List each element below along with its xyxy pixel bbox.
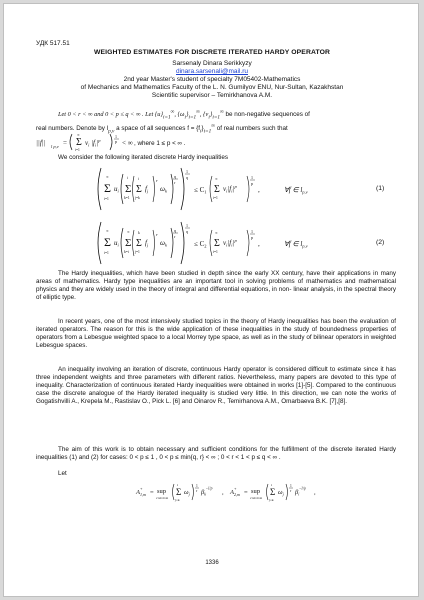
affiliation-line-2: of Mechanics and Mathematics Faculty of the L. N. Gumilyov ENU, Nur-Sultan, Kazakhstan	[80, 84, 344, 91]
svg-text:r: r	[156, 232, 158, 237]
svg-text:∞: ∞	[215, 177, 218, 181]
intro-line-1	[36, 108, 396, 121]
intro-line2-c: of real numbers such that	[216, 125, 288, 133]
svg-text:1: 1	[196, 484, 198, 488]
svg-text:Σ: Σ	[104, 181, 111, 195]
svg-text:r: r	[156, 178, 158, 183]
author-name: Sarsenaly Dinara Serikkyzy	[172, 60, 252, 67]
svg-text:sup: sup	[157, 488, 167, 495]
intro-line-3-tail: , where 1 ≤ p < ∞ .	[134, 140, 186, 147]
paper-title: WEIGHTED ESTIMATES FOR DISCRETE ITERATED HARDY OPERATOR	[94, 49, 330, 56]
consider-line	[36, 154, 396, 162]
svg-text:=: =	[150, 489, 154, 496]
svg-text:ωk: $\omega_k$	[160, 185, 167, 194]
equation-1	[96, 164, 356, 214]
svg-text:1≤k≤i≤m: 1≤k≤i≤m	[250, 496, 263, 500]
svg-text:j=k: j=k	[175, 498, 180, 502]
svg-text:Σ: Σ	[125, 183, 132, 195]
svg-text:q: q	[174, 228, 176, 233]
svg-text:i=1: i=1	[213, 250, 218, 254]
svg-text:||f||: ||f||	[36, 139, 46, 147]
svg-text:1: 1	[290, 484, 292, 488]
svg-text:i: i	[127, 176, 128, 180]
svg-text:l p,v: l p,v	[51, 144, 59, 149]
page-number: 1336	[205, 560, 219, 566]
svg-text:A1,m+: $A_{1,m}+$	[136, 486, 146, 497]
svg-text:< ∞: < ∞	[122, 139, 133, 147]
svg-text:vi|fi|p: $v_i|f_i|^p$	[223, 238, 237, 248]
svg-text:∞: ∞	[127, 230, 130, 234]
svg-text:Σ: Σ	[104, 235, 111, 249]
svg-text:1: 1	[186, 223, 188, 228]
svg-text:=: =	[244, 489, 248, 496]
svg-text:fj: $f_j$	[145, 239, 149, 248]
a-definitions-formula	[134, 478, 354, 510]
svg-text:≤ C1: ≤ $C_1$	[194, 186, 207, 195]
svg-text:r: r	[196, 489, 198, 493]
svg-text:Σ: Σ	[125, 237, 132, 249]
svg-text:Σ: Σ	[176, 487, 182, 497]
intro-sequences-math: }$_{i=1}^\infty$, $\{\omega_i\}_{i=1}^\infty$, $\{v_i\}_{i=1}^\infty$	[160, 109, 224, 121]
svg-text:p: p	[251, 181, 253, 186]
svg-text:∀f ∈ lp,v: ∀f ∈ $l_{p,v}$	[284, 186, 308, 195]
svg-text:i: i	[177, 483, 178, 487]
svg-text:≤ C2: ≤ $C_2$	[194, 240, 207, 249]
paragraph-2: In recent years, one of the most intensively studied topics in the theory of Hardy inequalities has been the evaluation of iterated operators. The reason for this is the wide application of these inequalities in the study of boundedness properties of operators from a Lebesgue weighted space to a local Morrey type space, as well as in the study of bilinear operators in weighted Lebesgue spaces.	[36, 318, 396, 349]
svg-text:ui: $u_i$	[114, 185, 119, 194]
udk-code: УДК 517.51	[36, 40, 70, 47]
svg-text:i=1: i=1	[75, 148, 80, 152]
svg-text:q: q	[186, 229, 188, 234]
svg-text:,: ,	[258, 240, 260, 248]
svg-text:,: ,	[258, 186, 260, 194]
svg-text:r: r	[174, 180, 176, 185]
svg-text:vi |fi|p: $v_i$ $|f_i|^p$	[85, 138, 101, 148]
intro-text-b: be non-negative sequences of	[225, 111, 310, 119]
svg-text:Σ: Σ	[270, 487, 276, 497]
svg-text:i=1: i=1	[104, 197, 109, 201]
svg-text:p: p	[251, 235, 253, 240]
svg-text:∞: ∞	[77, 133, 80, 137]
svg-text:sup: sup	[251, 488, 261, 495]
svg-text:∞: ∞	[106, 175, 109, 179]
svg-text:i: i	[271, 483, 272, 487]
affiliation-line-1: 2nd year Master's student of specialty 7M05402-Mathematics	[123, 76, 301, 83]
svg-text:A2,m+: $A_{2,m}+$	[230, 486, 240, 497]
svg-text:1≤k≤i≤m: 1≤k≤i≤m	[156, 496, 169, 500]
supervisor-line: Scientific supervisor – Temirkhanova A.M.	[151, 92, 273, 99]
paragraph-1: The Hardy inequalities, which have been studied in depth since the early XX century, have their applications in many areas of mathematics. Hardy type inequalities are an important tool in solving problems of mathematics and mathematical physics and they are widely used in the theory of integral and differential equations, in non- linear analysis, in the spectral theory of elliptic type.	[36, 270, 396, 301]
svg-text:p: p	[115, 139, 117, 144]
svg-text:1: 1	[251, 229, 253, 234]
svg-text:q: q	[174, 174, 176, 179]
svg-text:1: 1	[251, 175, 253, 180]
intro-line-2: real numbers. Denote by $l_{p,v}$ a space of all sequences $f = \{f_i\}_{i=1}^\infty$ of real numbers such that	[36, 123, 288, 135]
svg-text:ωk: $\omega_k$	[160, 239, 167, 248]
intro-line2-b: a space of all sequences f = {f	[114, 125, 200, 133]
svg-text:βk–1/p: $\beta_k^{-1/p}$	[201, 486, 213, 497]
svg-text:vi|fi|p: $v_i|f_i|^p$	[223, 184, 237, 194]
svg-text:,: ,	[314, 489, 316, 496]
svg-text:q: q	[186, 175, 188, 180]
svg-text:1: 1	[115, 134, 117, 139]
svg-text:βi–1/p: $\beta_i^{-1/p}$	[295, 486, 306, 497]
author-email-link[interactable]: dinara.sarsenali@mail.ru	[176, 68, 248, 75]
svg-text:j=1: j=1	[135, 250, 140, 254]
svg-text:j=k: j=k	[269, 498, 274, 502]
svg-text:∀f ∈ lp,v: ∀f ∈ $l_{p,v}$	[284, 240, 308, 249]
svg-text:i=1: i=1	[104, 251, 109, 255]
author-email-wrap	[4, 68, 419, 76]
svg-text:i=1: i=1	[213, 196, 218, 200]
svg-text:Σ: Σ	[136, 184, 142, 195]
svg-text:ωj: $\omega_j$	[184, 489, 190, 497]
paragraph-3: An inequality involving an iteration of discrete, continuous Hardy operator is considered difficult to estimate since it has three independent weights and three parameters with different ratios. Nevertheless, many papers are devoted to this type of inequality. Characterization of continuous iterated Hardy inequalities were obtained in works [1]-[5]. Compared to the continuous case the discrete analogue of the Hardy iterated inequality is studied very little. In this direction, we can note the works of Gogatishvilli A., Krepela M., Rastislav O., Pick L. [6] and Oinarov R., Temirhanova A.M., Omarbaeva B.K. [7],[8].	[36, 366, 396, 405]
svg-text:i: i	[138, 177, 139, 181]
svg-text:k=i: k=i	[124, 250, 129, 254]
consider-text: We consider the following iterated discrete Hardy inequalities	[58, 154, 228, 161]
equation-1-number: (1)	[376, 185, 385, 192]
svg-text:=: =	[63, 139, 67, 147]
svg-text:j=k: j=k	[135, 196, 140, 200]
svg-text:∞: ∞	[215, 231, 218, 235]
let-label: Let	[58, 470, 67, 477]
svg-text:ωj: $\omega_j$	[278, 489, 284, 497]
paragraph-4: The aim of this work is to obtain necessary and sufficient conditions for the fulfillment of the discrete iterated Hardy inequalities (1) and (2) for cases: 0 < p ≤ 1 , 0 < p ≤ min{q, r} < ∞ ; 0 < r < 1 < p ≤ q < ∞ .	[36, 446, 396, 461]
svg-text:k: k	[138, 231, 140, 235]
svg-text:Σ: Σ	[214, 238, 220, 249]
svg-text:k=1: k=1	[124, 196, 130, 200]
svg-text:,: ,	[222, 489, 224, 496]
svg-text:fj: $f_j$	[145, 185, 149, 194]
svg-text:ui: $u_i$	[114, 239, 119, 248]
equation-2	[96, 218, 356, 268]
document-page	[3, 3, 419, 597]
svg-text:r: r	[174, 234, 176, 239]
intro-line2-a: real numbers. Denote by l	[36, 125, 109, 133]
svg-text:Σ: Σ	[214, 184, 220, 195]
intro-text-a: Let 0 < r < ∞ and 0 < p ≤ q < ∞ . Let {u	[58, 111, 161, 119]
svg-text:1: 1	[186, 169, 188, 174]
svg-text:r: r	[290, 489, 292, 493]
svg-text:∞: ∞	[106, 229, 109, 233]
svg-text:Σ: Σ	[76, 137, 82, 148]
equation-2-number: (2)	[376, 239, 385, 246]
svg-text:Σ: Σ	[136, 238, 142, 249]
